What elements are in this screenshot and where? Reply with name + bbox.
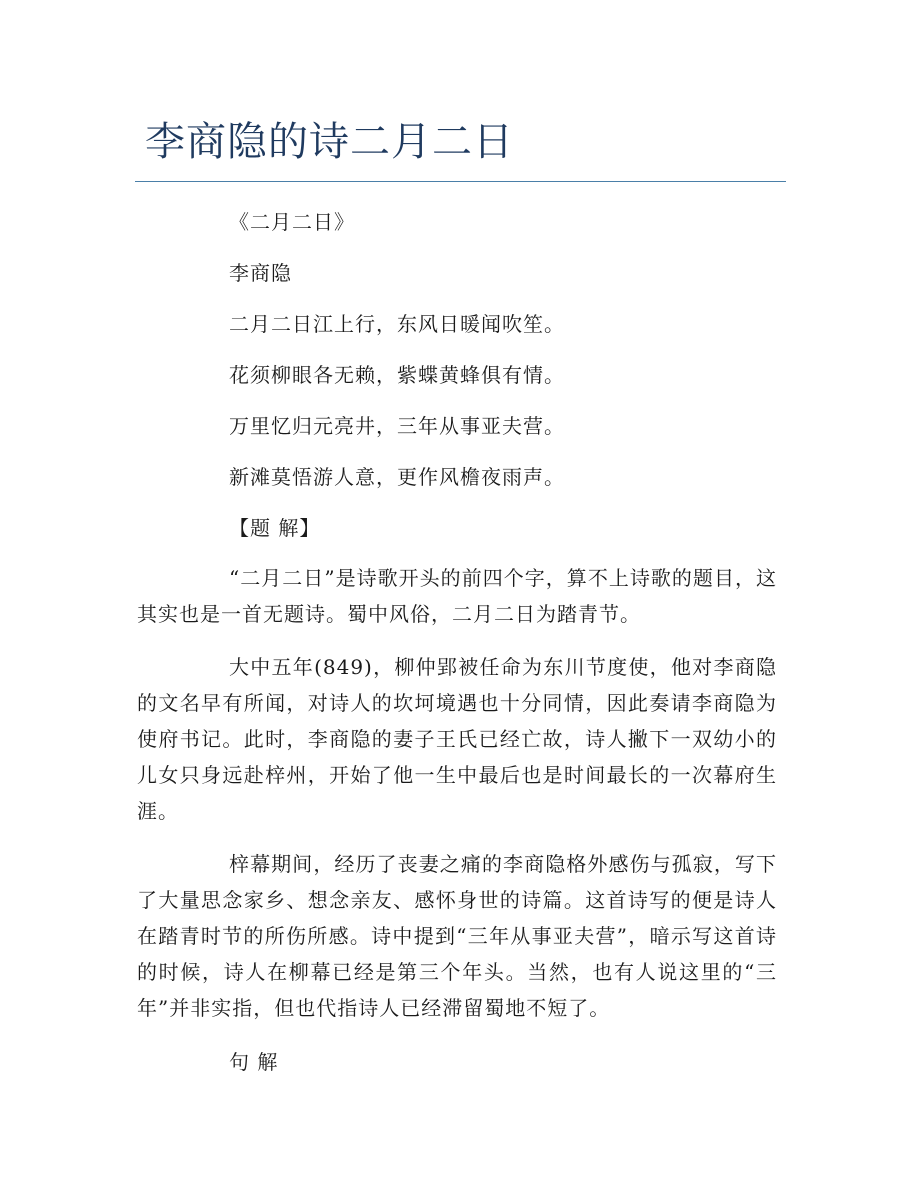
body-paragraph: “二月二日”是诗歌开头的前四个字，算不上诗歌的题目，这其实也是一首无题诗。蜀中风俗，二月二日为踏青节。 — [137, 566, 777, 626]
poem-line: 二月二日江上行，东风日暖闻吹笙。 — [229, 312, 565, 336]
poem-author: 李商隐 — [229, 261, 292, 285]
page-title: 李商隐的诗二月二日 — [145, 119, 514, 165]
section-heading: 【题 解】 — [229, 516, 321, 540]
poem-line: 新滩莫悟游人意，更作风檐夜雨声。 — [229, 465, 565, 489]
section-heading-next: 句 解 — [229, 1050, 279, 1074]
poem-title: 《二月二日》 — [229, 210, 355, 234]
body-paragraph: 梓幕期间，经历了丧妻之痛的李商隐格外感伤与孤寂，写下了大量思念家乡、想念亲友、感怀身世的诗篇。这首诗写的便是诗人在踏青时节的所伤所感。诗中提到“三年从事亚夫营”，暗示写这首诗的时候，诗人在柳幕已经是第三个年头。当然，也有人说这里的“三年”并非实指，但也代指诗人已经滞留蜀地不短了。 — [137, 852, 777, 1020]
poem-line: 花须柳眼各无赖，紫蝶黄蜂俱有情。 — [229, 363, 565, 387]
body-paragraph: 大中五年(849)，柳仲郢被任命为东川节度使，他对李商隐的文名早有所闻，对诗人的坎坷境遇也十分同情，因此奏请李商隐为使府书记。此时，李商隐的妻子王氏已经亡故，诗人撇下一双幼小的儿女只身远赴梓州，开始了他一生中最后也是时间最长的一次幕府生涯。 — [137, 655, 777, 823]
poem-line: 万里忆归元亮井，三年从事亚夫营。 — [229, 414, 565, 438]
document-body — [137, 203, 777, 1094]
title-divider — [135, 181, 786, 182]
